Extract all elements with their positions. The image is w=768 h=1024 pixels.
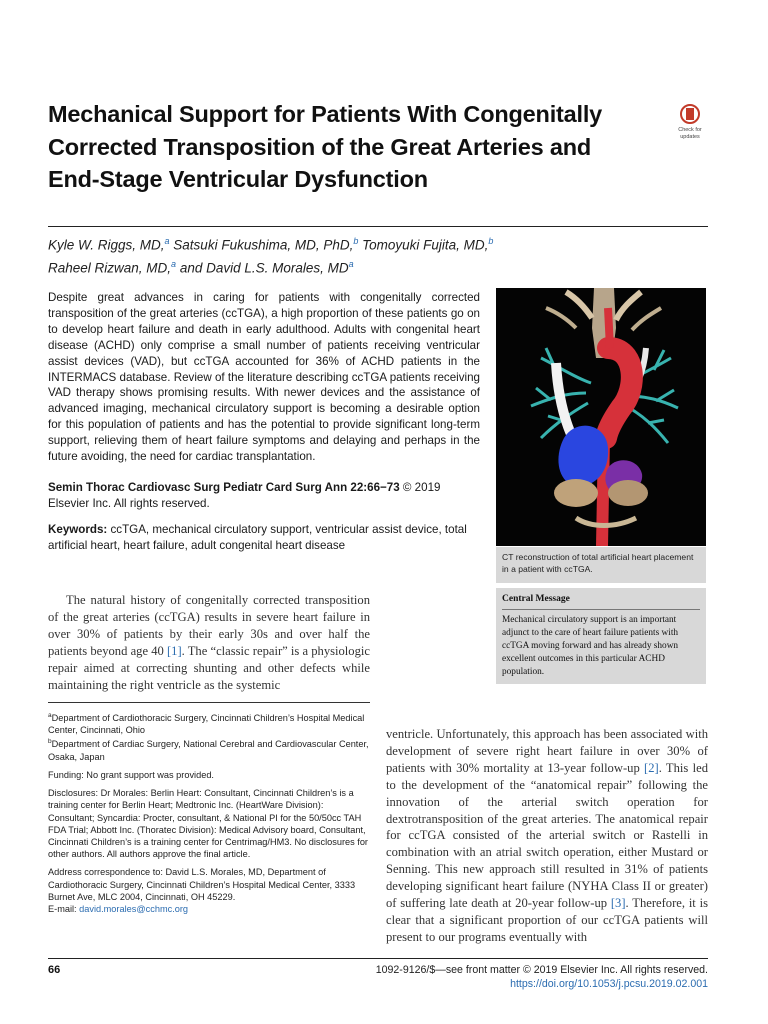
affiliation-text: Department of Cardiac Surgery, National Cerebral and Cardiovascular Center, Osaka, Japan [48,739,369,762]
citation-journal: Semin Thorac Cardiovasc Surg Pediatr Card Surg Ann 22:66−73 [48,481,400,494]
email-link[interactable]: david.morales@cchmc.org [79,903,189,914]
article-title: Mechanical Support for Patients With Congenitally Corrected Transposition of the Great Arteries and End-Stage Ventricular Dysfunction [48,101,603,192]
body-text-right-column [386,726,708,946]
keywords-text: ccTGA, mechanical circulatory support, ventricular assist device, total artificial heart, heart failure, adult congenital heart disease [48,523,467,552]
affiliation-mark: a [348,258,354,269]
affiliation-text: Department of Cardiothoracic Surgery, Cincinnati Children’s Hospital Medical Center, Cincinnati, Ohio [48,713,365,736]
check-for-updates-label: Check for updates [678,127,702,140]
disclosures-note: Disclosures: Dr Morales: Berlin Heart: Consultant, Cincinnati Children’s is a training center for Berlin Heart; Medtronic Inc. (HeartWare Division): Consultant; Syncardia: Procter, consultant, & National PI for the 50/50cc TAH FDA Trial; Abbott Inc. (Thoratec Division): Medical Advisory board, Consultant, Cincinnati Children’s is a training center for Centrimag/HM3. No disclosures for other authors. All authors approve the final article. [48,788,368,860]
figure-caption: CT reconstruction of total artificial heart placement in a patient with ccTGA. [496,547,706,583]
ct-reconstruction-figure [496,288,706,546]
affiliation-mark: a [171,258,177,269]
footnotes [48,710,370,921]
author-name: and David L.S. Morales, MD [176,260,349,275]
page-number: 66 [48,964,61,976]
body-text-left-column [48,592,370,693]
funding-note: Funding: No grant support was provided. [48,769,214,780]
affiliation-mark: b [488,236,494,246]
author-name: Raheel Rizwan, MD, [48,260,172,275]
correspondence-note [48,866,370,915]
check-for-updates-badge[interactable] [672,104,708,144]
body-text: . This led to the development of the “anatomical repair” following the innovation of the arterial switch operation for dextrotransposition of the great arteries. The anatomical repair for ccTGA consisted of the arterial switch or Rastelli in combination with an atrial switch operation, either Mustard or Senning. This new approach still resulted in 31% of patients developing significant heart failure (NYHA Class II or greater) of suffering late death at 20-year follow-up [386,760,708,911]
affiliation-a [48,710,370,763]
journal-citation [48,480,480,512]
doi-link[interactable]: https://doi.org/10.1053/j.pcsu.2019.02.001 [510,978,708,990]
reference-link[interactable]: [3] [610,896,626,911]
body-text: . Therefore, it is clear that a significant proportion of our ccTGA patients will present to our programs eventually with [386,896,708,944]
footnote-rule [48,702,370,703]
ct-heart-image [496,288,706,546]
author-name: Tomoyuki Fujita, MD, [358,237,489,253]
reference-link[interactable]: [2] [644,760,659,775]
affiliation-mark: a [164,236,170,246]
body-text: The natural history of congenitally corrected transposition of the great arteries (ccTGA) results in severe heart failure in over 30% of patients by their early 30s and over half the patients beyond age 40 [48,593,370,658]
issn-line: 1092-9126/$—see front matter © 2019 Elsevier Inc. All rights reserved. [375,964,708,976]
reference-link[interactable]: [1] [166,643,182,658]
title-rule [48,226,708,227]
address-text: Address correspondence to: David L.S. Morales, MD, Department of Cardiothoracic Surgery, Cincinnati Children’s Hospital Medical Center, 3333 Burnet Ave, MLC 2004, Cincinnati, OH 45229. [48,867,356,902]
affiliation-mark: b [48,738,52,746]
affiliation-mark: a [48,712,52,719]
central-message-box [496,588,706,684]
central-message-title: Central Message [502,593,700,610]
author-name: Kyle W. Riggs, MD, [48,237,165,253]
bookmark-ribbon-icon [686,108,694,120]
abstract: Despite great advances in caring for patients with congenitally corrected transposition of the great arteries (ccTGA), a high proportion of these patients go on to develop heart failure and death in early adulthood. Adults with congenital heart disease (ACHD) only comprise a small number of patients receiving ventricular assist devices (VAD), but ccTGA accounted for 36% of ACHD patients in the INTERMACS database. Review of the literature describing ccTGA patients receiving VAD therapy shows promising results. With newer devices and the assistance of advanced imaging, mechanical circulatory support is becoming a desirable option for this population of patients and has the potential to provide significant long-term support, relieving them of heart failure symptoms and delaying and perhaps in the future avoiding, the need for cardiac transplantation. [48,291,480,464]
keywords-label: Keywords: [48,523,108,536]
keywords [48,522,480,554]
body-text: ventricle. Unfortunately, this approach has been associated with development of severe right heart failure in over 30% of patients with 30% mortality at 13-year follow-up [386,727,708,775]
author-list [48,232,648,277]
body-text: . The “classic repair” is a physiologic repair aimed at correcting shunting and other defects while maintaining the right ventricle as the systemic [48,643,370,692]
email-label: E-mail: [48,903,80,914]
author-name: Satsuki Fukushima, MD, PhD, [169,237,354,253]
citation-rights: © 2019 Elsevier Inc. All rights reserved. [48,481,441,510]
footer-rule [48,958,708,959]
affiliation-mark: b [353,236,359,246]
central-message-body: Mechanical circulatory support is an important adjunct to the care of heart failure patients with ccTGA moving forward and has already shown excellent outcomes in this particular ACHD population. [502,615,679,677]
